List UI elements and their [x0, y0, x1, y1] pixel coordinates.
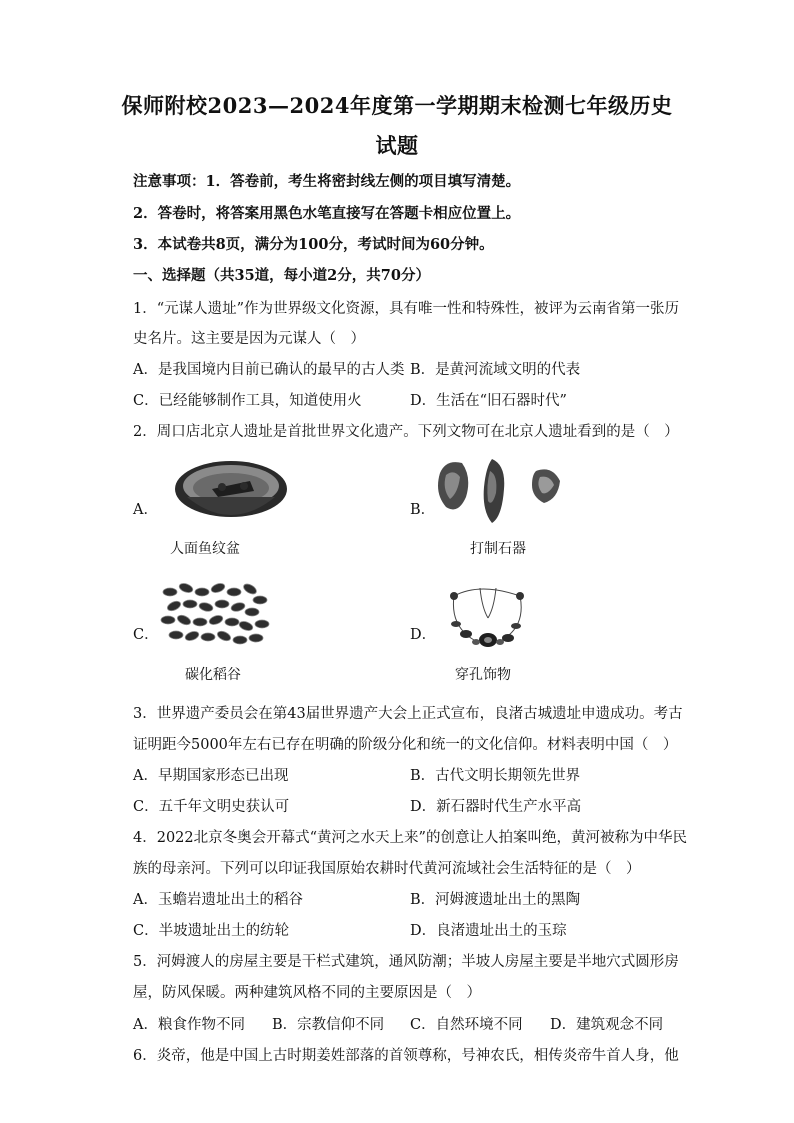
q4-stem-line2: 族的母亲河。下列可以印证我国原始农耕时代黄河流域社会生活特征的是（ ） [133, 861, 641, 877]
section-heading: 一、选择题（共35道，每小道2分，共70分） [133, 267, 430, 284]
caption-a: 人面鱼纹盆 [170, 541, 240, 557]
q1-option-b: B．是黄河流域文明的代表 [410, 362, 581, 378]
q1-option-c: C．已经能够制作工具，知道使用火 [133, 393, 362, 409]
q1-stem-line2: 史名片。这主要是因为元谋人（ ） [133, 331, 365, 347]
q3-stem-line1: 3．世界遗产委员会在第43届世界遗产大会上正式宣布，良渚古城遗址申遗成功。考古 [133, 706, 683, 722]
q3-stem-line2: 证明距今5000年左右已存在明确的阶级分化和统一的文化信仰。材料表明中国（ ） [133, 737, 678, 753]
q5-option-d: D．建筑观念不同 [550, 1017, 664, 1033]
q3-option-b: B．古代文明长期领先世界 [410, 768, 581, 784]
q5-option-b: B．宗教信仰不同 [272, 1017, 385, 1033]
stone-tools-image [432, 455, 570, 531]
q4-option-b: B．河姆渡遗址出土的黑陶 [410, 892, 581, 908]
q3-option-a: A．早期国家形态已出现 [133, 768, 289, 784]
q2-option-c: C． [133, 627, 159, 643]
exam-title-line2: 试题 [375, 133, 419, 158]
q5-stem-line2: 屋，防风保暖。两种建筑风格不同的主要原因是（ ） [133, 985, 481, 1001]
q2-option-b: B． [410, 502, 436, 518]
q3-option-d: D．新石器时代生产水平高 [410, 799, 582, 815]
note-2: 2．答卷时，将答案用黑色水笔直接写在答题卡相应位置上。 [133, 205, 521, 222]
q2-option-a: A． [133, 502, 158, 518]
perforated-ornament-image [440, 578, 536, 658]
note-3: 3．本试卷共8页，满分为100分，考试时间为60分钟。 [133, 236, 494, 253]
carbonized-rice-image [160, 580, 270, 654]
q1-stem-line1: 1．“元谋人遗址”作为世界级文化资源，具有唯一性和特殊性，被评为云南省第一张历 [133, 301, 680, 317]
q3-option-c: C．五千年文明史获认可 [133, 799, 290, 815]
q1-option-a: A．是我国境内目前已确认的最早的古人类 [133, 362, 405, 378]
q1-option-d: D．生活在“旧石器时代” [410, 393, 567, 409]
q4-option-c: C．半坡遗址出土的纺轮 [133, 923, 290, 939]
q6-stem-line1: 6．炎帝，他是中国上古时期姜姓部落的首领尊称，号神农氏，相传炎帝牛首人身，他 [133, 1048, 679, 1064]
exam-title-line1: 保师附校2023—2024年度第一学期期末检测七年级历史 [121, 93, 673, 118]
q4-option-a: A．玉蟾岩遗址出土的稻谷 [133, 892, 303, 908]
caption-b: 打制石器 [470, 541, 526, 557]
q5-option-c: C．自然环境不同 [410, 1017, 523, 1033]
note-1: 注意事项：1．答卷前，考生将密封线左侧的项目填写清楚。 [133, 173, 521, 190]
q4-option-d: D．良渚遗址出土的玉琮 [410, 923, 567, 939]
painted-basin-image [172, 455, 290, 537]
q5-option-a: A．粮食作物不同 [133, 1017, 245, 1033]
q2-stem-line1: 2．周口店北京人遗址是首批世界文化遗产。下列文物可在北京人遗址看到的是（ ） [133, 424, 679, 440]
q2-option-d: D． [410, 627, 437, 643]
caption-d: 穿孔饰物 [455, 667, 511, 683]
caption-c: 碳化稻谷 [185, 667, 241, 683]
q4-stem-line1: 4．2022北京冬奥会开幕式“黄河之水天上来”的创意让人拍案叫绝，黄河被称为中华民 [133, 830, 687, 846]
q5-stem-line1: 5．河姆渡人的房屋主要是干栏式建筑，通风防潮；半坡人房屋主要是半地穴式圆形房 [133, 954, 679, 970]
